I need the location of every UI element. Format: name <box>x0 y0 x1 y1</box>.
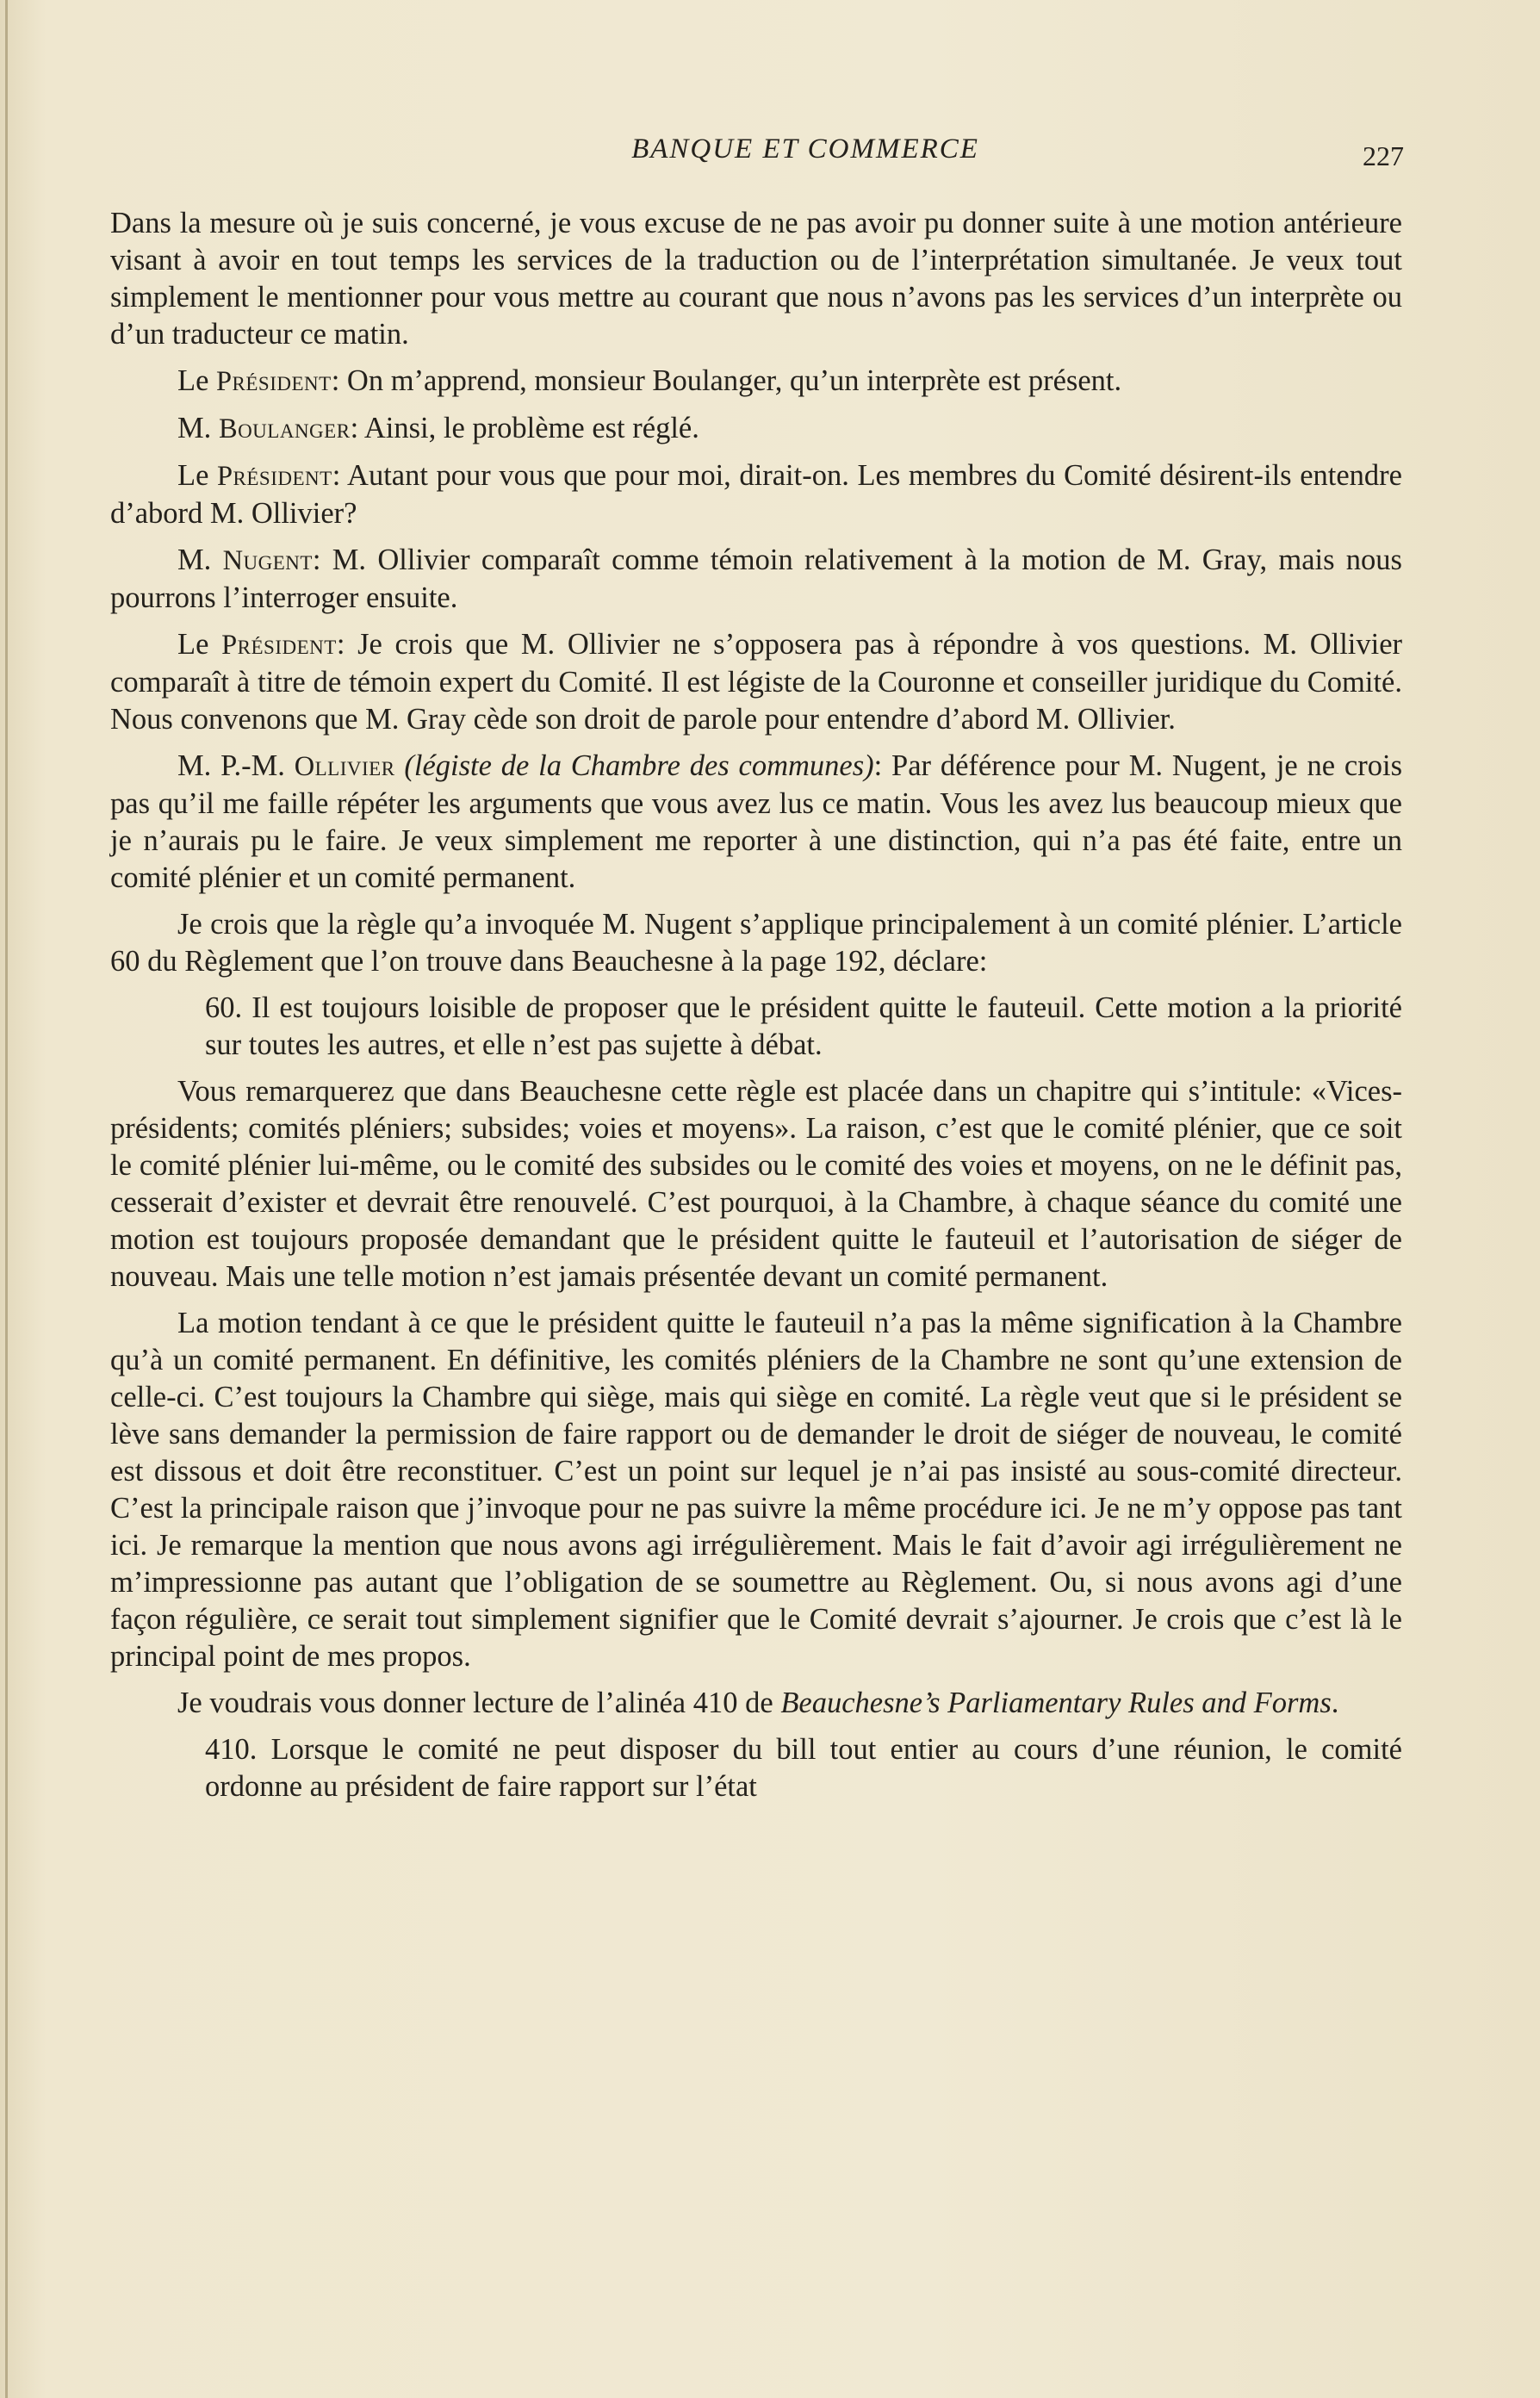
header-title: BANQUE ET COMMERCE <box>631 134 979 165</box>
page-number: 227 <box>1363 140 1404 171</box>
paragraph-5: M. Nugent: M. Ollivier comparaît comme témoin relativement à la motion de M. Gray, mais nous pourrons l’interroger ensuite. <box>110 544 1402 614</box>
page-edge-shadow <box>5 0 8 2398</box>
paragraph-4: Le Président: Autant pour vous que pour moi, dirait-on. Les membres du Comité désirent-ils entendre d’abord M. Ollivier? <box>110 459 1402 530</box>
running-header <box>112 134 1404 185</box>
speaker-name: Président <box>216 366 332 397</box>
paragraph-6: Le Président: Je crois que M. Ollivier ne s’opposera pas à répondre à vos questions. M. Ollivier comparaît à titre de témoin expert du Comité. Il est légiste de la Couronne et conseiller juridique du Comité. Nous convenons que M. Gray cède son droit de parole pour entendre d’abord M. Ollivier. <box>110 628 1402 736</box>
paragraph-8: Je crois que la règle qu’a invoquée M. Nugent s’applique principalement à un comité plénier. L’article 60 du Règlement que l’on trouve dans Beauchesne à la page 192, déclare: <box>110 908 1402 978</box>
speaker-name: Président <box>217 461 332 492</box>
speaker-role: (légiste de la Chambre des communes) <box>404 749 874 782</box>
paragraph-9: Vous remarquerez que dans Beauchesne cette règle est placée dans un chapitre qui s’intitule: «Vices-présidents; comités pléniers; subsides; voies et moyens». La raison, c’est que le comité plénier, que ce soit le comité plénier lui-même, ou le comité des subsides ou le comité des voies et moyens, on ne le définit pas, cesserait d’exister et devrait être renouvelé. C’est pourquoi, à la Chambre, à chaque séance du comité une motion est toujours proposée demandant que le président quitte le fauteuil et l’autorisation de siéger de nouveau. Mais une telle motion n’est jamais présentée devant un comité permanent. <box>110 1075 1402 1293</box>
body-text <box>110 205 1402 1815</box>
speaker-name: Nugent <box>222 545 313 576</box>
speaker-name: Boulanger <box>218 413 351 444</box>
paragraph-11: Je voudrais vous donner lecture de l’alinéa 410 de Beauchesne’s Parliamentary Rules and Forms. <box>177 1687 1339 1719</box>
quoted-rule-410: 410. Lorsque le comité ne peut disposer du bill tout entier au cours d’une réunion, le comité ordonne au président de faire rapport sur l’état <box>205 1733 1402 1803</box>
quoted-rule-60: 60. Il est toujours loisible de proposer que le président quitte le fauteuil. Cette motion a la priorité sur toutes les autres, et elle n’est pas sujette à débat. <box>205 991 1402 1061</box>
speaker-name: Président <box>221 630 337 661</box>
paragraph-2: Le Président: On m’apprend, monsieur Boulanger, qu’un interprète est présent. <box>177 364 1122 397</box>
speaker-name: Ollivier <box>294 751 395 782</box>
paragraph-7: M. P.-M. Ollivier (légiste de la Chambre des communes): Par déférence pour M. Nugent, je ne crois pas qu’il me faille répéter les arguments que vous avez lus ce matin. Vous les avez lus beaucoup mieux que je n’aurais pu le faire. Je veux simplement me reporter à une distinction, qui n’a pas été faite, entre un comité plénier et un comité permanent. <box>110 749 1402 894</box>
paragraph-10: La motion tendant à ce que le président quitte le fauteuil n’a pas la même signification à la Chambre qu’à un comité permanent. En définitive, les comités pléniers de la Chambre ne sont qu’une extension de celle-ci. C’est toujours la Chambre qui siège, mais qui siège en comité. La règle veut que si le président se lève sans demander la permission de faire rapport ou de demander le droit de siéger de nouveau, le comité est dissous et doit être reconstituer. C’est un point sur lequel je n’ai pas insisté au sous-comité directeur. C’est la principale raison que j’invoque pour ne pas suivre la même procédure ici. Je ne m’y oppose pas tant ici. Je remarque la mention que nous avons agi irrégulièrement. Mais le fait d’avoir agi irrégulièrement ne m’impressionne pas autant que l’obligation de se soumettre au Règlement. Ou, si nous avons agi d’une façon régulière, ce serait tout simplement signifier que le Comité devrait s’ajourner. Je crois que c’est là le principal point de mes propos. <box>110 1307 1402 1673</box>
paragraph-3: M. Boulanger: Ainsi, le problème est réglé. <box>177 412 699 444</box>
book-title: Beauchesne’s Parliamentary Rules and Forms <box>780 1687 1332 1719</box>
paragraph-1: Dans la mesure où je suis concerné, je vous excuse de ne pas avoir pu donner suite à une motion antérieure visant à avoir en tout temps les services de la traduction ou de l’interprétation simultanée. Je veux tout simplement le mentionner pour vous mettre au courant que nous n’avons pas les services d’un interprète ou d’un traducteur ce matin. <box>110 207 1402 351</box>
